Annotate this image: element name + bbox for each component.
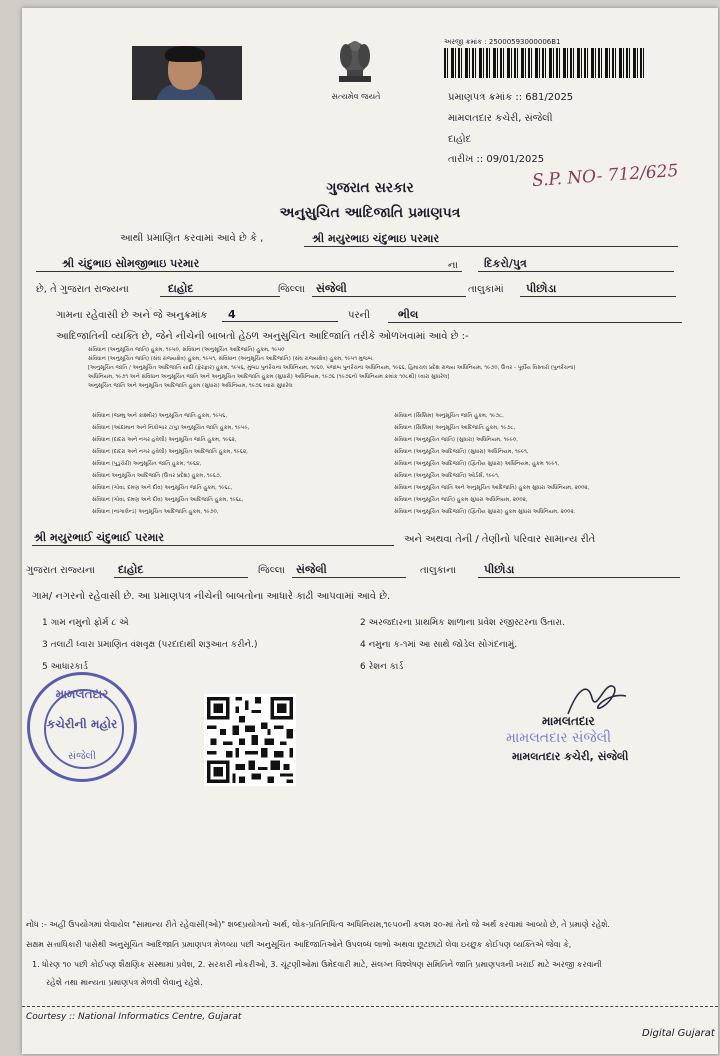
act-line: સંવિધાન (અનુસૂચિત જાતિ) (સુધારા) અધિનિયમ, ૧૯૯૦, bbox=[394, 437, 518, 443]
relation-value: દિકરો/પુત્ર bbox=[478, 257, 674, 272]
tribe-prefix: પરની bbox=[348, 310, 370, 321]
document-item: 4 નમુના ક-૧માં આ સાથે જોડેલ સોગંદનામું. bbox=[360, 640, 518, 650]
act-line: સંવિધાન અનુસૂચિત આદિજાતિ (ઉત્તર પ્રદેશ) હુકમ, ૧૯૬૭, bbox=[92, 473, 222, 479]
office-name: મામલતદાર કચેરી, સંજેલી bbox=[448, 113, 553, 124]
national-emblem-icon bbox=[329, 36, 381, 88]
state-text: છે, તે ગુજરાત રાજ્યના bbox=[36, 284, 129, 295]
certificate-title: અનુસુચિત આદિજાતિ પ્રમાણપત્ર bbox=[279, 205, 461, 221]
act-line: સંવિધાન (અનુસૂચિત આદિજાતિ) ઓર્ડર્સ, ૧૯૯૧, bbox=[394, 473, 500, 479]
act-line: અનુસૂચિત જાતિ અને અનુસૂચિત આદિજાતિ હુકમ (સુધારા) અધિનિયમ, ૧૯૭૬ ધ્વારા સુધારેલ bbox=[88, 383, 293, 389]
signatory-office: મામલતદાર કચેરી, સંજેલી bbox=[512, 750, 629, 763]
taluka-value-2: સંજેલી bbox=[292, 563, 406, 578]
document-item: 1 ગામ નમુનો ફોર્મ ૮ એ bbox=[42, 618, 129, 628]
family-text: અને અથવા તેની / તેણીનો પરિવાર સામાન્ય રીતે bbox=[404, 534, 596, 545]
state-text-2: ગુજરાત રાજ્યના bbox=[26, 565, 95, 576]
acts-right-list bbox=[394, 410, 694, 518]
note-3: 1. ધોરણ ૧૦ પછી કોઈપણ શૈક્ષણિક સંસ્થામાં પ્રવેશ, 2. સરકારી નોકરીઓ, 3. ચૂંટણીઓમાં ઉમેદવારી માટે, સંલગ્ન વિશ્લેષણ સમિતિને જાતિ પ્રમાણપત્રની ખરાઈ માટે અરજી કરવાની bbox=[32, 960, 602, 969]
village-value-2: પીછોડા bbox=[478, 563, 680, 578]
father-name: શ્રી ચંદુભાઇ સોમજીભાઇ પરમાર bbox=[36, 257, 462, 272]
act-line: સંવિધાન (અનુસૂચિત જાતિ) (સંઘ રાજ્યક્ષેત્ર) હુકમ, ૧૯૫૧, સંવિધાન (અનુસૂચિત આદિજાતિ) (સંઘ રાજ્યક્ષેત્ર) હુકમ, ૧૯૫૧ મુજબ. bbox=[88, 356, 374, 362]
footer-brand: Digital Gujarat bbox=[642, 1028, 715, 1039]
barcode bbox=[444, 48, 644, 78]
act-line: સંવિધાન (અનુસૂચિત જાતિ) હુકમ, ૧૯૫૦, સંવિધાન (અનુસૂચિત આદિજાતિ) હુકમ, ૧૯૫૦ bbox=[88, 347, 285, 353]
office-district: દાહોદ bbox=[448, 134, 472, 145]
note-1: નોંધ :- અહીં ઉપયોગમાં લેવાયેલ "સામાન્ય રીતે રહેવાસી(ઓ)" શબ્દપ્રયોગનો અર્થ, લોક-પ્રતિનિધિત્વ અધિનિયમ,૧૯૫૦ની કલમ ૨૦-માં તેનો જે અર્થ કરવામાં આવ્યો છે, તે પ્રમાણે રહેશે. bbox=[26, 920, 610, 929]
act-line: સંવિધાન (દાદરા અને નગર હવેલી) અનુસૂચિત આદિજાતિ હુકમ, ૧૯૬૨, bbox=[92, 449, 248, 455]
act-line: સંવિધાન (પુડુચેરી) અનુસૂચિત જાતિ હુકમ, ૧૯૬૪, bbox=[92, 461, 202, 467]
act-line: સંવિધાન (ગોવા, દમણ અને દીવ) અનુસૂચિત આદિજાતિ હુકમ, ૧૯૬૮, bbox=[92, 497, 244, 503]
district-value: દાહોદ bbox=[160, 282, 280, 297]
tribe-description: આદિજાતિની વ્યક્તિ છે, જેને નીચેની બાબતો હેઠળ અનુસુચિત આદિજાતિ તરીકે ઓળખવામાં આવે છે :- bbox=[56, 331, 469, 342]
certify-intro: આથી પ્રમાણિત કરવામાં આવે છે કે , bbox=[120, 233, 264, 244]
document-item: 3 તલાટી ધ્વારા પ્રમાણિત વંશવૃક્ષ (પરદાદાથી શરૂઆત કરીને.) bbox=[42, 640, 258, 650]
relation-prefix: ના bbox=[448, 260, 458, 271]
act-line: સંવિધાન (સિક્કિમ) અનુસૂચિત જાતિ હુકમ, ૧૯૭૮, bbox=[394, 413, 504, 419]
handwritten-note: S.P. NO- 712/625 bbox=[531, 160, 679, 192]
acts-left-list bbox=[92, 410, 382, 518]
act-line: સંવિધાન (સિક્કિમ) અનુસૂચિત આદિજાતિ હુકમ, ૧૯૭૮, bbox=[394, 425, 516, 431]
act-line: સંવિધાન (અનુસૂચિત આદિજાતિ) (સુધારા) અધિનિયમ, ૧૯૯૧, bbox=[394, 449, 529, 455]
taluka-label: તાલુકામાં bbox=[468, 284, 504, 295]
district-label: જિલ્લા bbox=[278, 284, 305, 295]
document-item: 2 અરજદારના પ્રાથમિક શાળાના પ્રવેશ રજીસ્ટરના ઉતારા. bbox=[360, 618, 565, 628]
note-4: રહેશે તથા માન્યતા પ્રમાણપત્ર મેળવી લેવાનું રહેશે. bbox=[46, 978, 203, 987]
qr-code bbox=[204, 694, 296, 786]
serial-number: 4 bbox=[222, 308, 338, 322]
act-line: [અનુસૂચિત જાતિ / અનુસૂચિત આદિજાતિ યાદી (ફેરફાર) હુકમ, ૧૯૫૬, મુંબઇ પુનર્રચના અધિનિયમ, ૧૯૬૦, પંજાબ પુનર્રચના અધિનિયમ, ૧૯૬૬, હિમાચલ પ્રદેશ રાજ્ય અધિનિયમ, ૧૯૭૦, ઉત્તર - પૂર્વીય વિસ્તારો (પુનર્રચના) bbox=[88, 365, 576, 371]
signatory-stamp: મામલતદાર સંજેલી bbox=[506, 730, 612, 746]
office-seal bbox=[27, 672, 137, 782]
district-label-2: જિલ્લા bbox=[258, 565, 285, 576]
certificate-sheet bbox=[22, 8, 718, 1054]
tribe-value: ભીલ bbox=[388, 308, 682, 323]
note-2: સક્ષમ સત્તાધિકારી પાસેથી અનુસૂચિત આદિજાતિ પ્રમાણપત્ર મેળવ્યા પછી અનુસૂચિત આદિજાતિઓને ઉપલબ્ધ લાભો અથવા છૂટછાટો લેવા ઇચ્છુક કોઈપણ વ્યક્તિએ જેવા કે, bbox=[26, 940, 572, 949]
act-line: અધિનિયમ, ૧૯૭૧ અને સંવિધાન અનુસૂચિત જાતિ અને અનુસૂચિત આદિજાતિ હુકમ (સુધારો) અધિનિયમ, ૧૯૭૬ (૧૯૭૬નો અધિનિયમ ક્રમાંક ૧૦૮થી) ધ્વારા સુધારેલ] bbox=[88, 374, 450, 380]
act-line: સંવિધાન (આંદામાન અને નિકોબાર ટાપુ) અનુસૂચિત જાતિ હુકમ, ૧૯૫૯, bbox=[92, 425, 250, 431]
document-item: 5 આધારકાર્ડ bbox=[42, 662, 88, 672]
applicant-name: શ્રી મયુરભાઇ ચંદુભાઇ પરમાર bbox=[304, 232, 678, 247]
residence-text: ગામ/ નગરનો રહેવાસી છે. આ પ્રમાણપત્ર નીચેની બાબતોના આધારે કાઢી આપવામાં આવે છે. bbox=[32, 591, 391, 602]
acts-top-list bbox=[88, 346, 688, 391]
seal-bottom-text: સંજેલી bbox=[68, 751, 96, 762]
applicant-photo bbox=[132, 46, 242, 100]
issue-date: તારીખ :: 09/01/2025 bbox=[448, 154, 545, 165]
certificate-number: પ્રમાણપત્ર ક્રમાંક :: 681/2025 bbox=[448, 92, 574, 103]
act-line: સંવિધાન (નાગાલેન્ડ) અનુસૂચિત આદિજાતિ હુકમ, ૧૯૭૦, bbox=[92, 509, 219, 515]
signatory-title: મામલતદાર bbox=[542, 714, 595, 728]
act-line: સંવિધાન (ગોવા, દમણ અને દીવ) અનુસૂચિત જાતિ હુકમ, ૧૯૬૮, bbox=[92, 485, 233, 491]
application-number: અરજી ક્રમાંક : 25000593000006B1 bbox=[444, 38, 561, 46]
act-line: સંવિધાન (અનુસૂચિત જાતિ અને અનુસૂચિત આદિજાતિ) હુકમ સુધારા અધિનિયમ, ૨૦૦૨, bbox=[394, 485, 590, 491]
applicant-name-repeat: શ્રી મયુરભાઈ ચંદુભાઈ પરમાર bbox=[32, 531, 394, 546]
act-line: સંવિધાન (અનુસૂચિત આદિજાતિ) (દ્વિતીય સુધારા) અધિનિયમ, હુકમ ૧૯૯૧, bbox=[394, 461, 560, 467]
act-line: સંવિધાન (અનુસૂચિત જાતિ) હુકમ સુધારા અધિનિયમ, ૨૦૦૨, bbox=[394, 497, 528, 503]
village-prefix: ગામના રહેવાસી છે અને જે અનુક્રમાંક bbox=[56, 310, 208, 321]
taluka-value: સંજેલી bbox=[312, 282, 466, 297]
act-line: સંવિધાન (અનુસૂચિત આદિજાતિ) (દ્વિતીય સુધારા) હુકમ સુધારા અધિનિયમ, ૨૦૦૨. bbox=[394, 509, 576, 515]
seal-middle-text: કચેરીની મહોર bbox=[46, 717, 118, 731]
footer-courtesy: Courtesy :: National Informatics Centre, Gujarat bbox=[26, 1012, 242, 1022]
district-value-2: દાહોદ bbox=[114, 563, 248, 578]
act-line: સંવિધાન (દાદરા અને નગર હવેલી) અનુસૂચિત જાતિ હુકમ, ૧૯૬૨, bbox=[92, 437, 237, 443]
taluka-label-2: તાલુકાના bbox=[420, 565, 457, 576]
seal-top-text: મામલતદાર bbox=[55, 687, 109, 701]
act-line: સંવિધાન (જમ્મુ અને કાશ્મીર) અનુસૂચિત જાતિ હુકમ, ૧૯૫૬, bbox=[92, 413, 228, 419]
document-item: 6 રેશન કાર્ડ bbox=[360, 662, 404, 672]
emblem-motto: સત્યમેવ જયતે bbox=[331, 92, 381, 101]
footer-divider bbox=[22, 1006, 718, 1007]
government-title: ગુજરાત સરકાર bbox=[326, 180, 414, 196]
village-value: પીછોડા bbox=[520, 282, 676, 297]
